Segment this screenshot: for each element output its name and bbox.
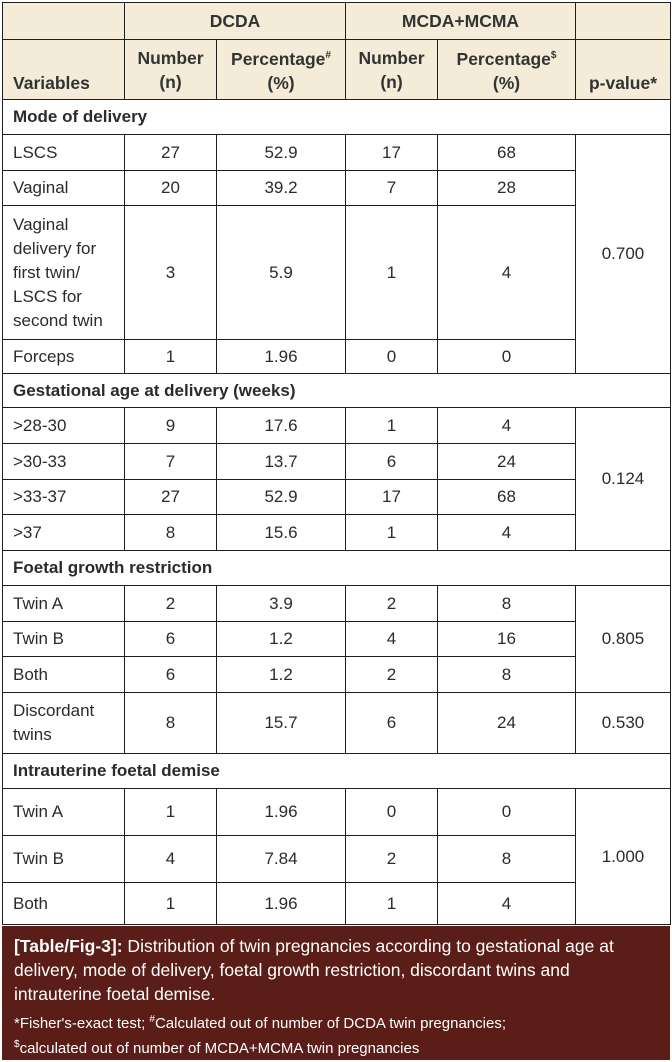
row-label: >30-33	[3, 444, 125, 480]
mcda-number: 6	[346, 444, 438, 480]
dcda-number: 20	[125, 171, 217, 206]
mcda-number: 17	[346, 480, 438, 515]
row-label-multiline	[3, 693, 125, 754]
pvalue-gestation: 0.124	[576, 408, 671, 551]
mcda-percentage: 0	[438, 789, 576, 836]
table-row	[3, 657, 671, 693]
row-label: Twin B	[3, 836, 125, 883]
mcda-percentage: 8	[438, 657, 576, 693]
table-row	[3, 883, 671, 925]
row-label: Both	[3, 657, 125, 693]
header-percentage-text: Percentage	[456, 48, 551, 69]
dcda-percentage: 52.9	[217, 480, 346, 515]
row-label-line: delivery for	[13, 238, 97, 258]
hash-footnote-mark: #	[325, 50, 331, 62]
mcda-percentage: 68	[438, 480, 576, 515]
table-row	[3, 693, 671, 754]
mcda-number: 0	[346, 789, 438, 836]
dcda-percentage: 17.6	[217, 408, 346, 444]
header-number-text: Number	[358, 47, 425, 68]
mcda-percentage: 16	[438, 622, 576, 657]
mcda-number: 4	[346, 622, 438, 657]
dcda-percentage: 3.9	[217, 586, 346, 622]
row-label: LSCS	[3, 135, 125, 171]
mcda-percentage: 68	[438, 135, 576, 171]
dcda-percentage: 1.96	[217, 789, 346, 836]
row-label: Twin B	[3, 622, 125, 657]
dcda-percentage: 5.9	[217, 206, 346, 340]
header-number-unit: (n)	[159, 71, 182, 92]
section-row	[3, 100, 671, 135]
mcda-number: 6	[346, 693, 438, 754]
section-title-delivery: Mode of delivery	[3, 100, 671, 135]
dcda-percentage: 52.9	[217, 135, 346, 171]
row-label: >28-30	[3, 408, 125, 444]
table-row	[3, 206, 671, 340]
dcda-number: 8	[125, 515, 217, 551]
row-label-line: Vaginal	[13, 214, 69, 234]
mcda-number: 2	[346, 836, 438, 883]
dcda-number: 7	[125, 444, 217, 480]
dcda-number: 9	[125, 408, 217, 444]
header-percentage-text: Percentage	[231, 48, 326, 69]
header-blank	[3, 3, 125, 40]
table-row	[3, 586, 671, 622]
header-pvalue: p-value*	[576, 40, 671, 100]
row-label: Twin A	[3, 789, 125, 836]
section-title-growth: Foetal growth restriction	[3, 551, 671, 586]
header-dcda-percentage	[217, 40, 346, 100]
dcda-percentage: 13.7	[217, 444, 346, 480]
table-row	[3, 408, 671, 444]
row-label-line: twins	[13, 725, 52, 744]
table-row	[3, 789, 671, 836]
mcda-percentage: 4	[438, 206, 576, 340]
mcda-percentage: 4	[438, 515, 576, 551]
table-row	[3, 515, 671, 551]
mcda-number: 2	[346, 657, 438, 693]
table-row	[3, 622, 671, 657]
dcda-number: 1	[125, 789, 217, 836]
note-hash-mark: #	[149, 1014, 155, 1025]
row-label: >33-37	[3, 480, 125, 515]
row-label: >37	[3, 515, 125, 551]
mcda-percentage: 8	[438, 836, 576, 883]
header-mcda-percentage	[438, 40, 576, 100]
row-label: Forceps	[3, 340, 125, 374]
header-blank-p	[576, 3, 671, 40]
mcda-number: 1	[346, 883, 438, 925]
header-dcda: DCDA	[125, 3, 346, 40]
mcda-percentage: 4	[438, 408, 576, 444]
header-row-columns	[3, 40, 671, 100]
row-label: Both	[3, 883, 125, 925]
note-dcda: Calculated out of number of DCDA twin pregnancies;	[154, 1015, 506, 1032]
dcda-number: 2	[125, 586, 217, 622]
caption-text: Distribution of twin pregnancies according to gestational age at delivery, mode of delivery, foetal growth restriction, discordant twins and intrauterine foetal demise.	[14, 936, 614, 1004]
mcda-number: 1	[346, 206, 438, 340]
table-row	[3, 444, 671, 480]
mcda-percentage: 24	[438, 444, 576, 480]
mcda-number: 2	[346, 586, 438, 622]
row-label-line: Discordant	[13, 701, 95, 720]
note-dollar-mark: $	[14, 1039, 20, 1050]
dollar-footnote-mark: $	[550, 50, 557, 62]
caption-label: [Table/Fig-3]:	[14, 936, 123, 956]
mcda-percentage: 4	[438, 883, 576, 925]
dcda-percentage: 1.2	[217, 622, 346, 657]
dcda-number: 3	[125, 206, 217, 340]
dcda-number: 1	[125, 883, 217, 925]
note-fisher: *Fisher's-exact test;	[14, 1015, 150, 1032]
mcda-number: 0	[346, 340, 438, 374]
row-label-line: second twin	[13, 310, 103, 330]
pvalue-discordant: 0.530	[576, 693, 671, 754]
dcda-number: 8	[125, 693, 217, 754]
row-label-multiline	[3, 206, 125, 340]
row-label: Vaginal	[3, 171, 125, 206]
dcda-percentage: 1.96	[217, 883, 346, 925]
table-row	[3, 135, 671, 171]
mcda-percentage: 24	[438, 693, 576, 754]
header-variables: Variables	[3, 40, 125, 100]
header-row-group	[3, 3, 671, 40]
row-label: Twin A	[3, 586, 125, 622]
note-mcda: calculated out of number of MCDA+MCMA twin pregnancies	[19, 1040, 420, 1057]
dcda-percentage: 1.2	[217, 657, 346, 693]
header-number-unit: (n)	[380, 71, 403, 92]
mcda-percentage: 8	[438, 586, 576, 622]
row-label-line: first twin/	[13, 262, 81, 282]
header-mcda: MCDA+MCMA	[346, 3, 576, 40]
caption-notes	[14, 1009, 658, 1059]
dcda-percentage: 1.96	[217, 340, 346, 374]
section-row	[3, 374, 671, 408]
table-row	[3, 171, 671, 206]
dcda-number: 27	[125, 135, 217, 171]
mcda-number: 1	[346, 515, 438, 551]
caption-main	[14, 934, 658, 1006]
mcda-percentage: 0	[438, 340, 576, 374]
section-row	[3, 754, 671, 789]
table-row	[3, 340, 671, 374]
dcda-number: 6	[125, 622, 217, 657]
dcda-percentage: 15.6	[217, 515, 346, 551]
table-row	[3, 480, 671, 515]
results-table	[2, 2, 671, 925]
dcda-number: 27	[125, 480, 217, 515]
mcda-number: 1	[346, 408, 438, 444]
header-percentage-unit: (%)	[492, 72, 521, 93]
mcda-number: 7	[346, 171, 438, 206]
pvalue-growth: 0.805	[576, 586, 671, 693]
dcda-percentage: 39.2	[217, 171, 346, 206]
table-caption	[2, 926, 670, 1060]
mcda-number: 17	[346, 135, 438, 171]
dcda-percentage: 15.7	[217, 693, 346, 754]
dcda-percentage: 7.84	[217, 836, 346, 883]
header-mcda-number	[346, 40, 438, 100]
mcda-percentage: 28	[438, 171, 576, 206]
pvalue-delivery: 0.700	[576, 135, 671, 374]
header-number-text: Number	[137, 47, 204, 68]
header-percentage-unit: (%)	[267, 72, 295, 93]
header-dcda-number	[125, 40, 217, 100]
section-title-demise: Intrauterine foetal demise	[3, 754, 671, 789]
row-label-line: LSCS for	[13, 286, 82, 306]
table-row	[3, 836, 671, 883]
dcda-number: 4	[125, 836, 217, 883]
dcda-number: 6	[125, 657, 217, 693]
section-title-gestation: Gestational age at delivery (weeks)	[3, 374, 671, 408]
section-row	[3, 551, 671, 586]
pvalue-demise: 1.000	[576, 789, 671, 925]
dcda-number: 1	[125, 340, 217, 374]
